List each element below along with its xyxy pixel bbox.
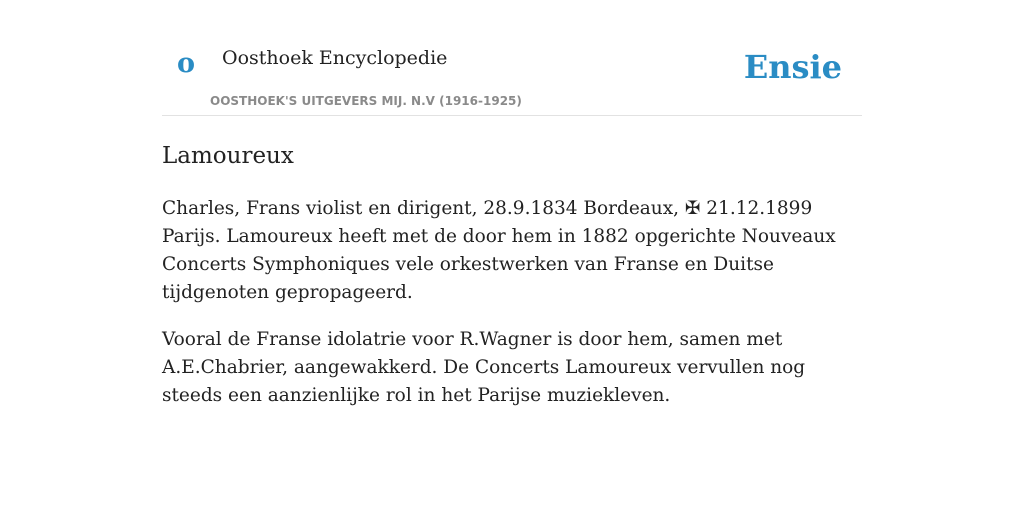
source-header	[162, 0, 862, 116]
ensie-logo-link[interactable]: Ensie	[743, 48, 842, 86]
entry-title: Lamoureux	[162, 143, 294, 169]
source-logo[interactable]: o	[177, 48, 196, 79]
entry-paragraph-1: Charles, Frans violist en dirigent, 28.9.1834 Bordeaux, ✠ 21.12.1899 Parijs. Lamoureux heeft met de door hem in 1882 opgerichte Nouveaux Concerts Symphoniques vele orkestwerken van Franse en Duitse tijdgenoten gepropageerd.	[162, 198, 836, 303]
page-content	[162, 0, 862, 410]
publisher-label: OOSTHOEK'S UITGEVERS MIJ. N.V (1916-1925)	[210, 94, 522, 108]
source-title-link[interactable]: Oosthoek Encyclopedie	[222, 47, 448, 69]
entry-paragraph-2: Vooral de Franse idolatrie voor R.Wagner is door hem, samen met A.E.Chabrier, aangewakkerd. De Concerts Lamoureux vervullen nog steeds een aanzienlijke rol in het Parijse muziekleven.	[162, 329, 806, 406]
